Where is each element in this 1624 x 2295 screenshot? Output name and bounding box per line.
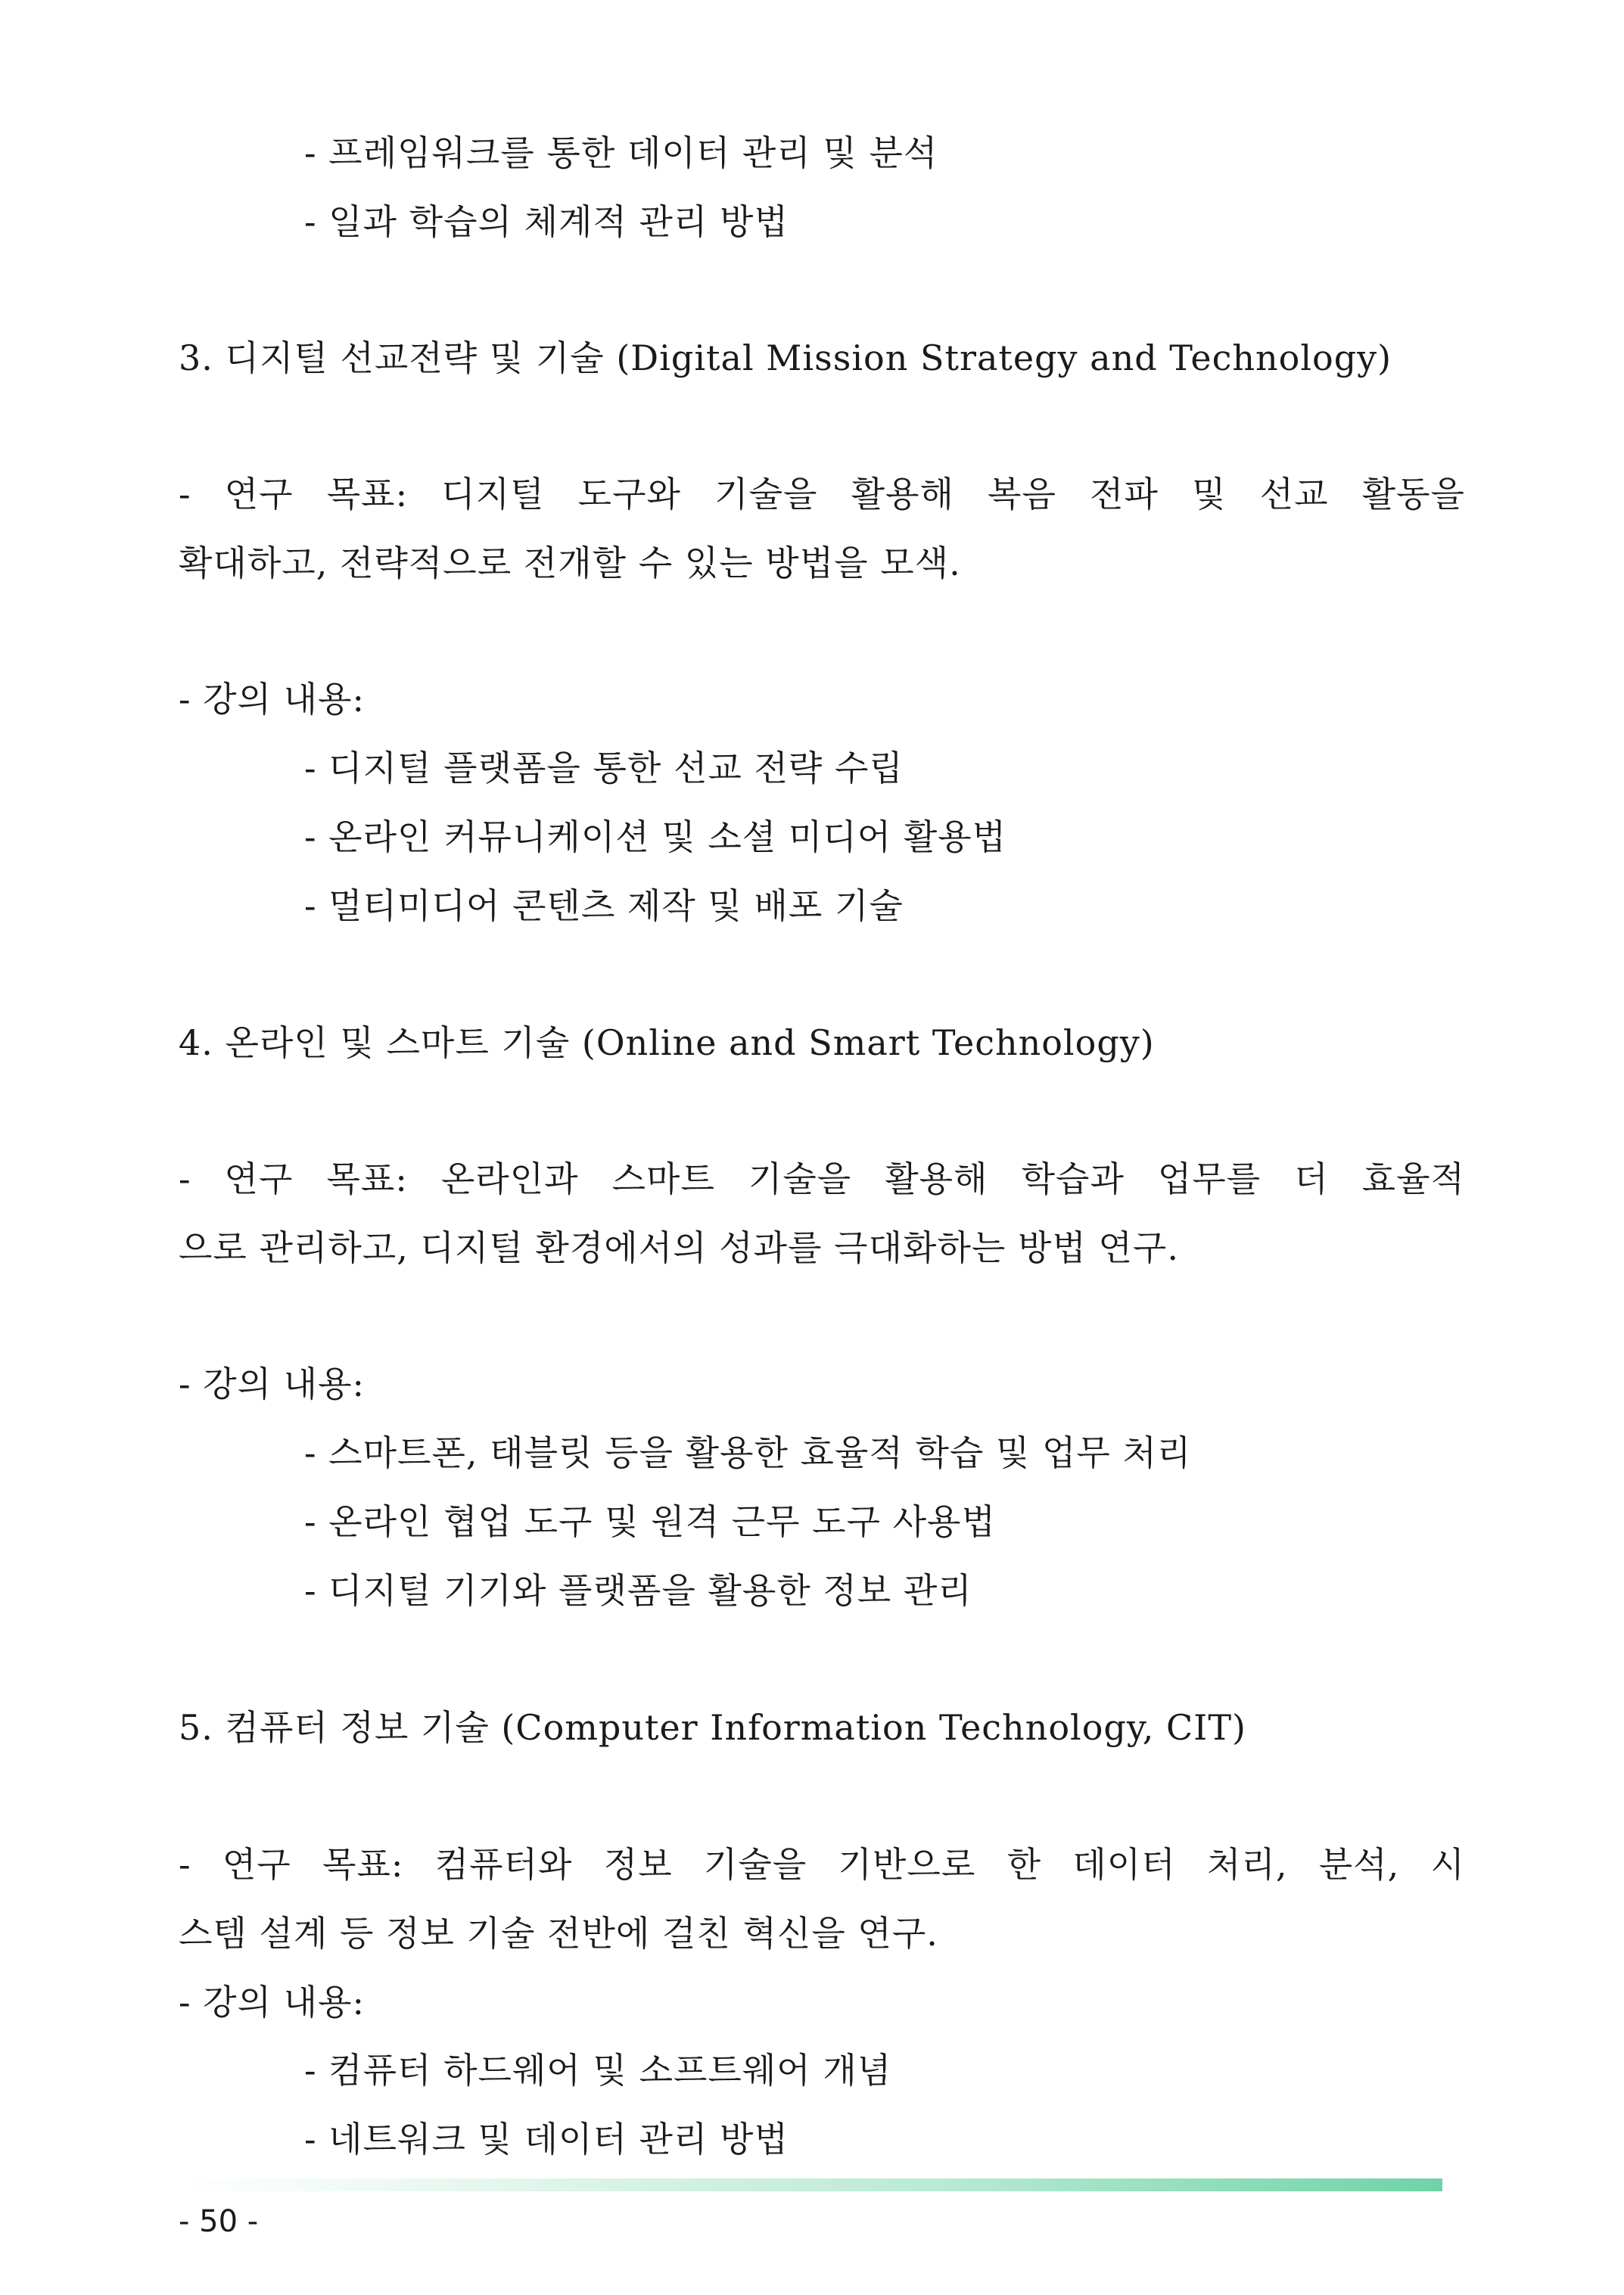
research-goal-text: 스템 설계 등 정보 기술 전반에 걸친 혁신을 연구. xyxy=(179,1913,938,1954)
list-item: - 일과 학습의 체계적 관리 방법 xyxy=(304,201,789,242)
list-item: - 디지털 기기와 플랫폼을 활용한 정보 관리 xyxy=(304,1570,972,1611)
section-heading: 3. 디지털 선교전략 및 기술 (Digital Mission Strategy and Technology) xyxy=(179,337,1392,378)
research-goal-text: - 연구 목표: 컴퓨터와 정보 기술을 기반으로 한 데이터 처리, 분석, 시 xyxy=(179,1844,1465,1885)
list-item: - 네트워크 및 데이터 관리 방법 xyxy=(304,2119,789,2160)
list-item: - 스마트폰, 태블릿 등을 활용한 효율적 학습 및 업무 처리 xyxy=(304,1432,1192,1473)
list-item: - 온라인 협업 도구 및 원격 근무 도구 사용법 xyxy=(304,1501,996,1542)
page-number: - 50 - xyxy=(179,2204,259,2239)
section-heading: 4. 온라인 및 스마트 기술 (Online and Smart Technology) xyxy=(179,1022,1155,1063)
lecture-content-label: - 강의 내용: xyxy=(179,1364,366,1404)
research-goal-text: 으로 관리하고, 디지털 환경에서의 성과를 극대화하는 방법 연구. xyxy=(179,1227,1179,1268)
list-item: - 컴퓨터 하드웨어 및 소프트웨어 개념 xyxy=(304,2050,892,2091)
research-goal-text: 확대하고, 전략적으로 전개할 수 있는 방법을 모색. xyxy=(179,543,961,583)
list-item: - 프레임워크를 통한 데이터 관리 및 분석 xyxy=(304,132,938,173)
footer-accent-bar xyxy=(179,2178,1442,2191)
section-heading: 5. 컴퓨터 정보 기술 (Computer Information Technology, CIT) xyxy=(179,1707,1246,1748)
lecture-content-label: - 강의 내용: xyxy=(179,1982,366,2023)
list-item: - 온라인 커뮤니케이션 및 소셜 미디어 활용법 xyxy=(304,816,1007,857)
research-goal-text: - 연구 목표: 온라인과 스마트 기술을 활용해 학습과 업무를 더 효율적 xyxy=(179,1158,1465,1199)
list-item: - 디지털 플랫폼을 통한 선교 전략 수립 xyxy=(304,748,904,788)
lecture-content-label: - 강의 내용: xyxy=(179,679,366,720)
list-item: - 멀티미디어 콘텐츠 제작 및 배포 기술 xyxy=(304,885,904,926)
research-goal-text: - 연구 목표: 디지털 도구와 기술을 활용해 복음 전파 및 선교 활동을 xyxy=(179,474,1465,515)
